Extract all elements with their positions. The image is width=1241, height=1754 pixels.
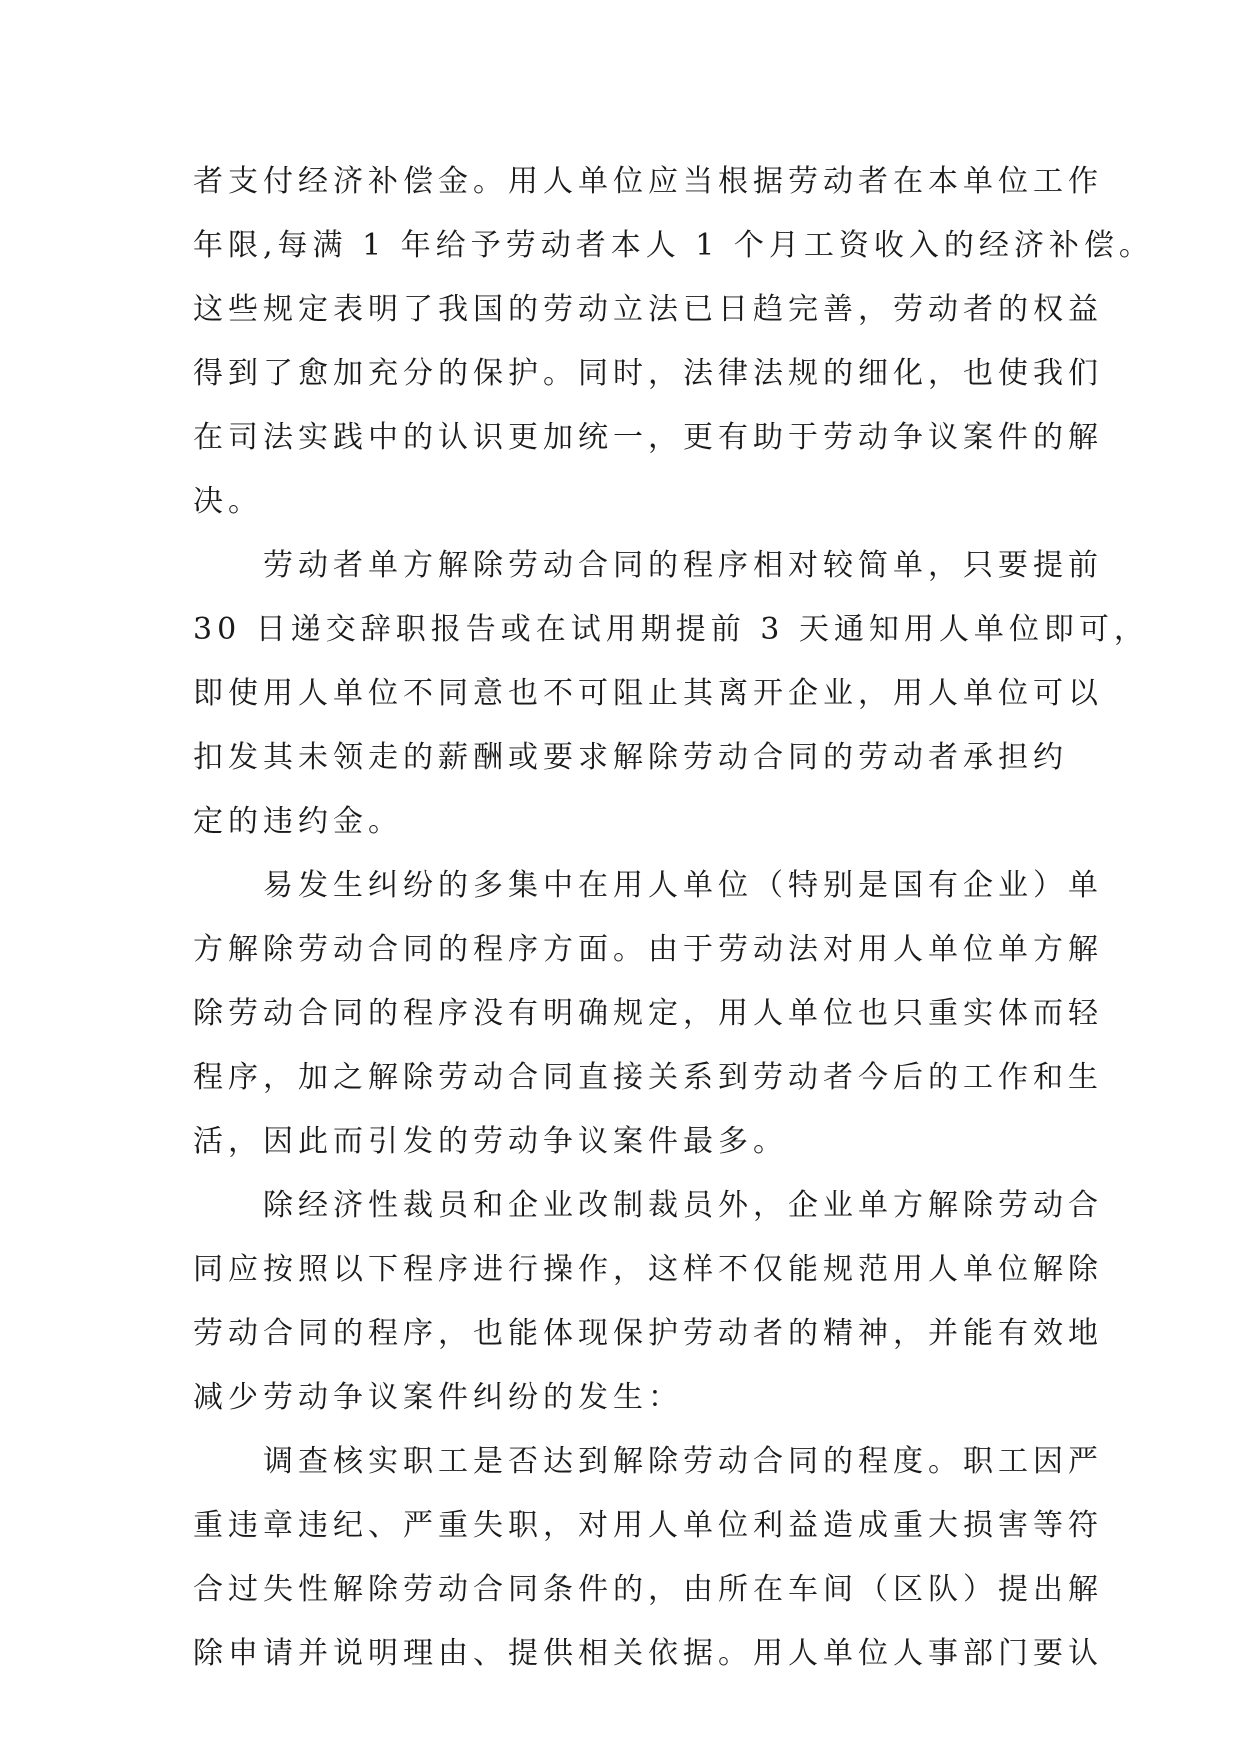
text-line: 调查核实职工是否达到解除劳动合同的程度。职工因严 xyxy=(193,1444,1103,1479)
text-line: 程序，加之解除劳动合同直接关系到劳动者今后的工作和生 xyxy=(193,1060,1103,1095)
text-line: 合过失性解除劳动合同条件的，由所在车间（区队）提出解 xyxy=(193,1572,1103,1607)
text-line: 方解除劳动合同的程序方面。由于劳动法对用人单位单方解 xyxy=(193,932,1103,967)
text-line: 者支付经济补偿金。用人单位应当根据劳动者在本单位工作 xyxy=(193,164,1103,199)
text-line: 决。 xyxy=(193,484,263,519)
document-body xyxy=(193,150,1154,1686)
text-line: 除申请并说明理由、提供相关依据。用人单位人事部门要认 xyxy=(193,1636,1103,1671)
text-line: 扣发其未领走的薪酬或要求解除劳动合同的劳动者承担约 xyxy=(193,740,1068,775)
text-line: 重违章违纪、严重失职，对用人单位利益造成重大损害等符 xyxy=(193,1508,1103,1543)
text-line: 定的违约金。 xyxy=(193,804,403,839)
text-line: 30 日递交辞职报告或在试用期提前 3 天通知用人单位即可， xyxy=(193,612,1149,647)
text-line: 得到了愈加充分的保护。同时，法律法规的细化，也使我们 xyxy=(193,356,1103,391)
text-line: 除劳动合同的程序没有明确规定，用人单位也只重实体而轻 xyxy=(193,996,1103,1031)
text-line: 同应按照以下程序进行操作，这样不仅能规范用人单位解除 xyxy=(193,1252,1103,1287)
paragraph-5 xyxy=(193,1430,1103,1686)
paragraph-2 xyxy=(193,534,1149,854)
paragraph-3 xyxy=(193,854,1103,1174)
text-line: 即使用人单位不同意也不可阻止其离开企业，用人单位可以 xyxy=(193,676,1103,711)
text-line: 年限,每满 1 年给予劳动者本人 1 个月工资收入的经济补偿。 xyxy=(193,228,1154,263)
paragraph-4 xyxy=(193,1174,1103,1430)
text-line: 这些规定表明了我国的劳动立法已日趋完善，劳动者的权益 xyxy=(193,292,1103,327)
text-line: 在司法实践中的认识更加统一，更有助于劳动争议案件的解 xyxy=(193,420,1103,455)
text-line: 除经济性裁员和企业改制裁员外，企业单方解除劳动合 xyxy=(193,1188,1103,1223)
text-line: 易发生纠纷的多集中在用人单位（特别是国有企业）单 xyxy=(193,868,1103,903)
paragraph-1 xyxy=(193,150,1154,534)
text-line: 劳动者单方解除劳动合同的程序相对较简单，只要提前 xyxy=(193,548,1103,583)
text-line: 活，因此而引发的劳动争议案件最多。 xyxy=(193,1124,788,1159)
text-line: 劳动合同的程序，也能体现保护劳动者的精神，并能有效地 xyxy=(193,1316,1103,1351)
text-line: 减少劳动争议案件纠纷的发生： xyxy=(193,1380,683,1415)
